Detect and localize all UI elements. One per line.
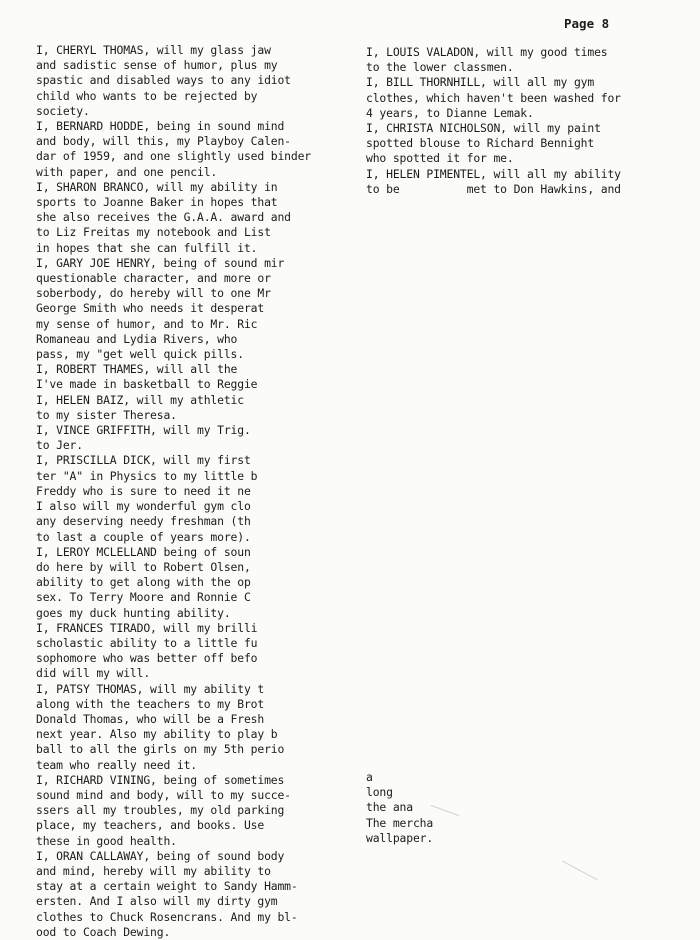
text-line: I, ROBERT THAMES, will all the [36, 362, 238, 377]
text-line: I, PATSY THOMAS, will my ability t [36, 681, 265, 696]
text-line: I, LEROY MCLELLAND being of soun [36, 544, 251, 559]
text-line: scholastic ability to a little fu [36, 635, 258, 650]
text-line: in hopes that she can fulfill it. [36, 240, 258, 255]
text-line: soberbody, do hereby will to one Mr [36, 286, 271, 301]
text-line: Romaneau and Lydia Rivers, who [36, 331, 238, 346]
text-line: do here by will to Robert Olsen, [36, 559, 251, 574]
page-number: Page 8 [564, 16, 610, 31]
stray-mark [562, 861, 598, 881]
text-line: I've made in basketball to Reggie [36, 377, 258, 392]
text-line: I, CHRISTA NICHOLSON, will my paint [366, 121, 601, 136]
text-line: spotted blouse to Richard Bennight [366, 136, 595, 151]
text-line: to be met to Don Hawkins, and [366, 181, 621, 196]
text-line: The mercha [366, 815, 434, 830]
text-line: these in good health. [36, 833, 177, 848]
text-line: Donald Thomas, who will be a Fresh [36, 711, 265, 726]
text-line: I, FRANCES TIRADO, will my brilli [36, 620, 258, 635]
text-line: I, ORAN CALLAWAY, being of sound body [36, 848, 285, 863]
text-line: clothes to Chuck Rosencrans. And my bl- [36, 909, 298, 924]
text-line: she also receives the G.A.A. award and [36, 210, 291, 225]
text-line: sex. To Terry Moore and Ronnie C [36, 590, 251, 605]
text-line: child who wants to be rejected by [36, 88, 258, 103]
text-line: sports to Joanne Baker in hopes that [36, 195, 278, 210]
text-line: I, BERNARD HODDE, being in sound mind [36, 119, 285, 134]
text-line: team who really need it. [36, 757, 197, 772]
text-line: George Smith who needs it desperat [36, 301, 265, 316]
text-line: any deserving needy freshman (th [36, 514, 251, 529]
text-line: who spotted it for me. [366, 151, 514, 166]
text-line: my sense of humor, and to Mr. Ric [36, 316, 258, 331]
text-line: wallpaper. [366, 830, 434, 845]
text-line: with paper, and one pencil. [36, 164, 218, 179]
text-line: a [366, 770, 373, 784]
text-line: and sadistic sense of humor, plus my [36, 58, 278, 73]
text-line: I, PRISCILLA DICK, will my first [36, 453, 251, 468]
left-column [36, 43, 312, 939]
text-line: stay at a certain weight to Sandy Hamm- [36, 879, 298, 894]
text-line: sound mind and body, will to my succe- [36, 787, 291, 802]
text-line: to my sister Theresa. [36, 407, 177, 422]
text-line: ter "A" in Physics to my little b [36, 468, 258, 483]
text-line: did will my will. [36, 666, 151, 681]
text-line: sophomore who was better off befo [36, 651, 258, 666]
text-line: I, GARY JOE HENRY, being of sound mir [36, 255, 285, 270]
text-line: goes my duck hunting ability. [36, 605, 231, 620]
text-line: society. [36, 103, 90, 118]
text-line: to Liz Freitas my notebook and List [36, 225, 271, 240]
text-line: ability to get along with the op [36, 575, 251, 590]
text-line: pass, my "get well quick pills. [36, 347, 244, 362]
text-line: spastic and disabled ways to any idiot [36, 73, 291, 88]
text-line: 4 years, to Dianne Lemak. [366, 105, 534, 120]
text-line: ersten. And I also will my dirty gym [36, 894, 278, 909]
text-line: I, RICHARD VINING, being of sometimes [36, 772, 285, 787]
text-line: ball to all the girls on my 5th perio [36, 742, 285, 757]
text-line: place, my teachers, and books. Use [36, 818, 265, 833]
text-line: to last a couple of years more). [36, 529, 251, 544]
text-line: ood to Coach Dewing. [36, 924, 171, 939]
text-line: clothes, which haven't been washed for [366, 90, 621, 105]
text-line: I, HELEN BAIZ, will my athletic [36, 392, 244, 407]
text-line: along with the teachers to my Brot [36, 696, 265, 711]
text-line: I, CHERYL THOMAS, will my glass jaw [36, 43, 271, 57]
text-line: ssers all my troubles, my old parking [36, 803, 285, 818]
torn-fragment-text [366, 770, 486, 850]
text-line: to Jer. [36, 438, 83, 453]
text-line: long [366, 785, 393, 800]
text-line: next year. Also my ability to play b [36, 727, 278, 742]
text-line: I, BILL THORNHILL, will all my gym [366, 75, 595, 90]
text-line: and body, will this, my Playboy Calen- [36, 134, 291, 149]
text-line: dar of 1959, and one slightly used binder [36, 149, 312, 164]
text-line: and mind, hereby will my ability to [36, 863, 271, 878]
text-line: I, LOUIS VALADON, will my good times [366, 45, 608, 59]
text-line: I also will my wonderful gym clo [36, 499, 251, 514]
text-line: I, SHARON BRANCO, will my ability in [36, 179, 278, 194]
text-line: I, VINCE GRIFFITH, will my Trig. [36, 423, 251, 438]
text-line: questionable character, and more or [36, 271, 271, 286]
text-line: I, HELEN PIMENTEL, will all my ability [366, 166, 621, 181]
text-line: Freddy who is sure to need it ne [36, 483, 251, 498]
text-line: the ana [366, 800, 413, 815]
text-line: to the lower classmen. [366, 60, 514, 75]
right-column [366, 45, 646, 205]
